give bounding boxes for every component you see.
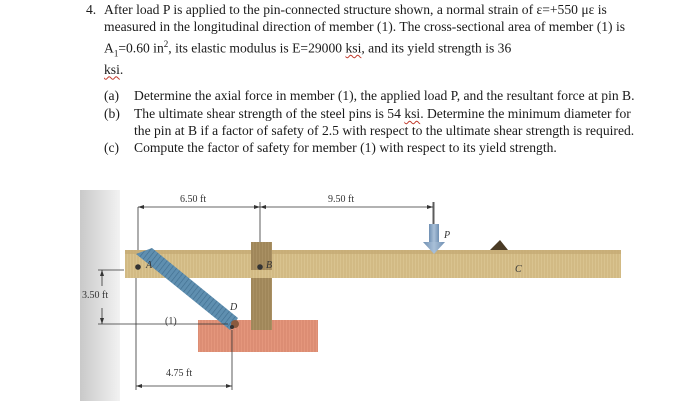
part-a — [104, 88, 644, 105]
load-arrow — [423, 202, 445, 254]
pin-a — [135, 264, 141, 270]
dim-horizontal-label: 4.75 ft — [166, 368, 193, 379]
load-p-label: P — [444, 230, 451, 241]
part-text: Compute the factor of safety for member (1) with respect to its yield strength. — [134, 140, 557, 156]
problem-parts — [104, 88, 644, 158]
dim-vertical-label: 3.50 ft — [82, 290, 109, 301]
member-1-label: (1) — [165, 316, 177, 327]
pin-b — [257, 264, 263, 270]
part-b: (b) The ultimate shear strength of the steel pins is 54 ksi. Determine the minimum diameter for the pin at B if a factor of safety of 2.5 with respect to the ultimate shear strength is required. — [104, 105, 635, 138]
problem-intro: After load P is applied to the pin-connected structure shown, a normal strain of ε=+550 με is measured in the longitudinal direction of member (1). The cross-sectional area of member (1) is $A_1=0.60$ $in^2$, its elastic modulus is E=29000 ksi, and its yield strength is 36 ksi. — [104, 2, 626, 77]
part-text: Determine the axial force in member (1), the applied load P, and the resultant force at pin B. — [134, 88, 635, 103]
dim-bc-label: 9.50 ft — [328, 194, 355, 205]
point-b-label: B — [266, 260, 273, 271]
point-a-label: A — [146, 260, 153, 271]
ksi-unit: ksi — [104, 61, 120, 77]
problem-number: 4. — [86, 2, 97, 17]
ksi-unit: ksi — [404, 105, 421, 121]
problem-statement — [86, 2, 644, 78]
part-label: (b) — [104, 105, 120, 121]
ksi-unit: ksi — [345, 40, 362, 56]
part-label: (c) — [104, 140, 120, 156]
structure-diagram — [80, 190, 680, 401]
point-c-label: C — [515, 264, 522, 275]
part-label: (a) — [104, 88, 120, 103]
part-c — [104, 140, 644, 157]
dim-ab-label: 6.50 ft — [180, 194, 207, 205]
beam — [125, 250, 621, 278]
point-d-label: D — [230, 302, 238, 313]
